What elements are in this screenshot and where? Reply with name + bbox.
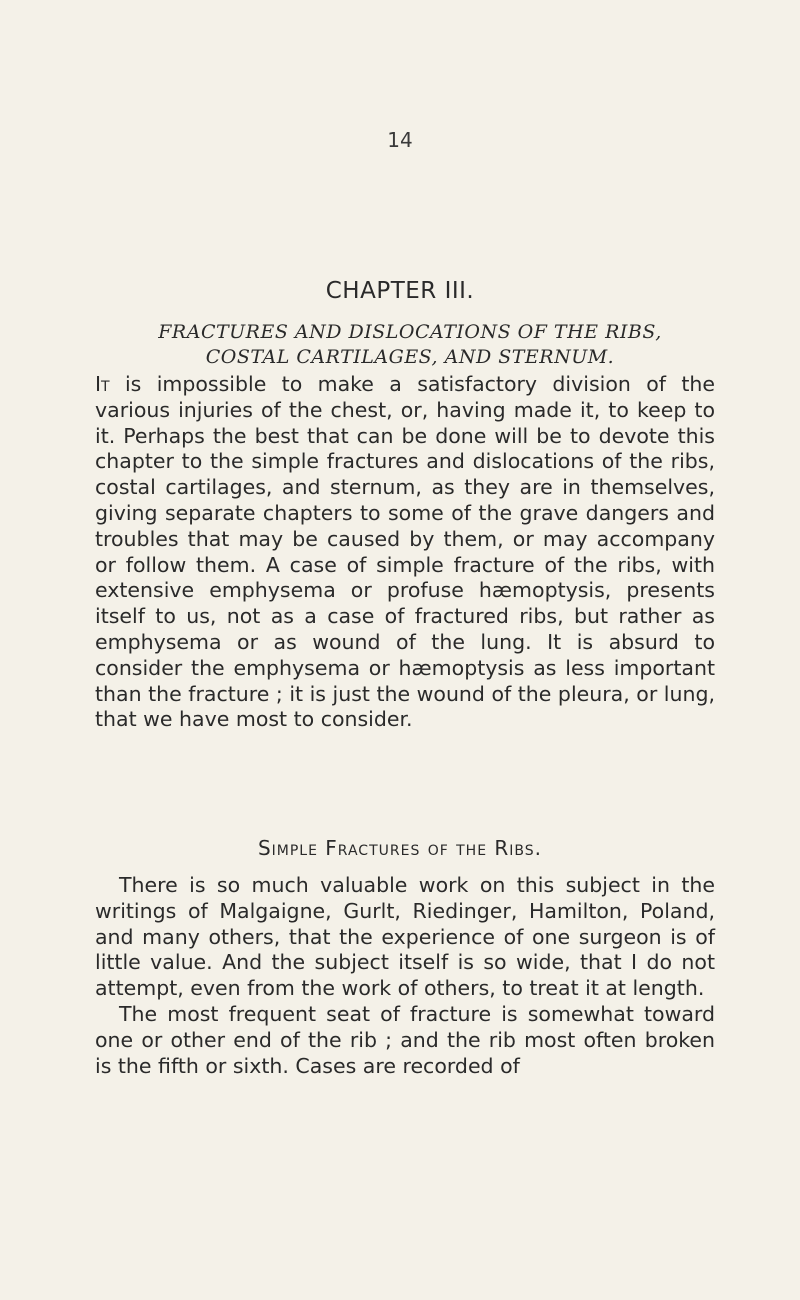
- chapter-subtitle-line-2: COSTAL CARTILAGES, AND STERNUM.: [205, 346, 615, 368]
- intro-paragraph-text: is impossible to make a satisfactory division of the various injuries of the chest, or, having made it, to keep to it. Perhaps the best that can be done will be to devote this chapter to the simple fractures and dislocations of the ribs, costal cartilages, and sternum, as they are in themselves, giving separate chapters to some of the grave dangers and troubles that may be caused by them, or may accompany or follow them. A case of simple fracture of the ribs, with extensive emphysema or profuse hæmoptysis, presents itself to us, not as a case of fractured ribs, but rather as emphysema or as wound of the lung. It is absurd to consider the emphysema or hæmoptysis as less important than the fracture ; it is just the wound of the pleura, or lung, that we have most to consider.: [95, 372, 715, 732]
- section-paragraph-2: The most frequent seat of fracture is somewhat toward one or other end of the rib ; and the rib most often broken is the fifth or sixth. Cases are recorded of: [95, 1001, 715, 1078]
- chapter-title: CHAPTER III.: [325, 278, 475, 304]
- chapter-subtitle-line-1: FRACTURES AND DISLOCATIONS OF THE RIBS,: [158, 321, 662, 343]
- section-paragraph-1: There is so much valuable work on this subject in the writings of Malgaigne, Gurlt, Riedinger, Hamilton, Poland, and many others, that the experience of one surgeon is of little value. And the subject itself is so wide, that I do not attempt, even from the work of others, to treat it at length.: [95, 873, 715, 1001]
- chapter-subtitle: [100, 320, 720, 370]
- section-body: [95, 873, 715, 1079]
- intro-first-word: It: [95, 372, 110, 396]
- section-heading: Simple Fractures of the Ribs.: [257, 836, 543, 860]
- intro-paragraph-block: [95, 372, 715, 733]
- intro-paragraph: [95, 372, 715, 733]
- page-number: 14: [387, 128, 413, 152]
